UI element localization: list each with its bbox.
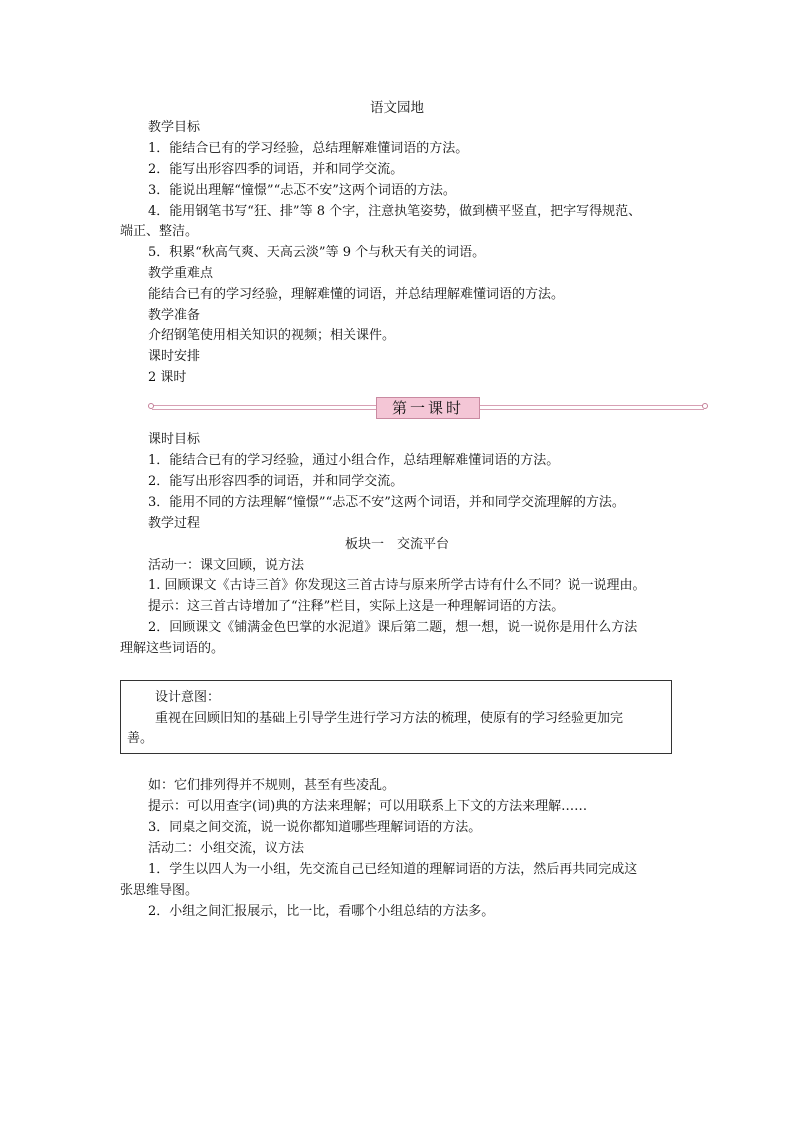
objective-item: 5．积累“秋高气爽、天高云淡”等 9 个与秋天有关的词语。 — [148, 245, 486, 260]
activity-heading: 活动一：课文回顾，说方法 — [148, 558, 305, 573]
design-intent-box — [120, 680, 672, 754]
lesson-banner — [148, 398, 708, 420]
goal-heading: 课时目标 — [148, 432, 201, 447]
activity-tip: 提示：这三首古诗增加了“注释”栏目，实际上这是一种理解词语的方法。 — [148, 599, 565, 614]
prep-text: 介绍钢笔使用相关知识的视频；相关课件。 — [148, 328, 396, 343]
design-intent-heading: 设计意图： — [155, 690, 221, 705]
objective-item-continued: 端正、整洁。 — [120, 224, 199, 239]
goal-item: 3．能用不同的方法理解“憧憬”“忐忑不安”这两个词语，并和同学交流理解的方法。 — [148, 495, 625, 510]
design-intent-text-continued: 善。 — [127, 731, 154, 746]
goal-item: 2．能写出形容四季的词语，并和同学交流。 — [148, 474, 404, 489]
objectives-heading: 教学目标 — [148, 120, 201, 135]
banner-dot-icon — [148, 403, 154, 409]
activity-item-continued: 张思维导图。 — [120, 883, 199, 898]
objective-item: 2．能写出形容四季的词语，并和同学交流。 — [148, 162, 404, 177]
activity-item: 2．回顾课文《铺满金色巴掌的水泥道》课后第二题，想一想，说一说你是用什么方法 — [148, 620, 638, 635]
activity-item: 1．学生以四人为一小组，先交流自己已经知道的理解词语的方法，然后再共同完成这 — [148, 862, 638, 877]
prep-heading: 教学准备 — [148, 308, 201, 323]
activity-item: 2．小组之间汇报展示，比一比，看哪个小组总结的方法多。 — [148, 904, 495, 919]
objective-item: 1．能结合已有的学习经验，总结理解难懂词语的方法。 — [148, 141, 469, 156]
key-text: 能结合已有的学习经验，理解难懂的词语，并总结理解难懂词语的方法。 — [148, 287, 565, 302]
objective-item: 4．能用钢笔书写“狂、排”等 8 个字，注意执笔姿势，做到横平竖直，把字写得规范、 — [148, 204, 642, 219]
schedule-text: 2 课时 — [148, 370, 187, 385]
goal-item: 1．能结合已有的学习经验，通过小组合作，总结理解难懂词语的方法。 — [148, 453, 560, 468]
activity-tip: 提示：可以用查字(词)典的方法来理解；可以用联系上下文的方法来理解…… — [148, 799, 588, 814]
block-title: 板块一 交流平台 — [344, 537, 449, 552]
design-intent-text: 重视在回顾旧知的基础上引导学生进行学习方法的梳理，使原有的学习经验更加完 — [155, 711, 624, 726]
activity-item: 1. 回顾课文《古诗三首》你发现这三首古诗与原来所学古诗有什么不同？说一说理由。 — [148, 578, 646, 593]
process-heading: 教学过程 — [148, 516, 201, 531]
objective-item: 3．能说出理解“憧憬”“忐忑不安”这两个词语的方法。 — [148, 183, 456, 198]
banner-label: 第一课时 — [376, 397, 480, 419]
activity-heading: 活动二：小组交流，议方法 — [148, 841, 305, 856]
activity-item-continued: 理解这些词语的。 — [120, 641, 225, 656]
example-text: 如：它们排列得并不规则，甚至有些凌乱。 — [148, 778, 396, 793]
activity-item: 3．同桌之间交流，说一说你都知道哪些理解词语的方法。 — [148, 820, 482, 835]
schedule-heading: 课时安排 — [148, 349, 201, 364]
page-title: 语文园地 — [370, 100, 424, 116]
key-heading: 教学重难点 — [148, 266, 214, 281]
banner-dot-icon — [702, 403, 708, 409]
